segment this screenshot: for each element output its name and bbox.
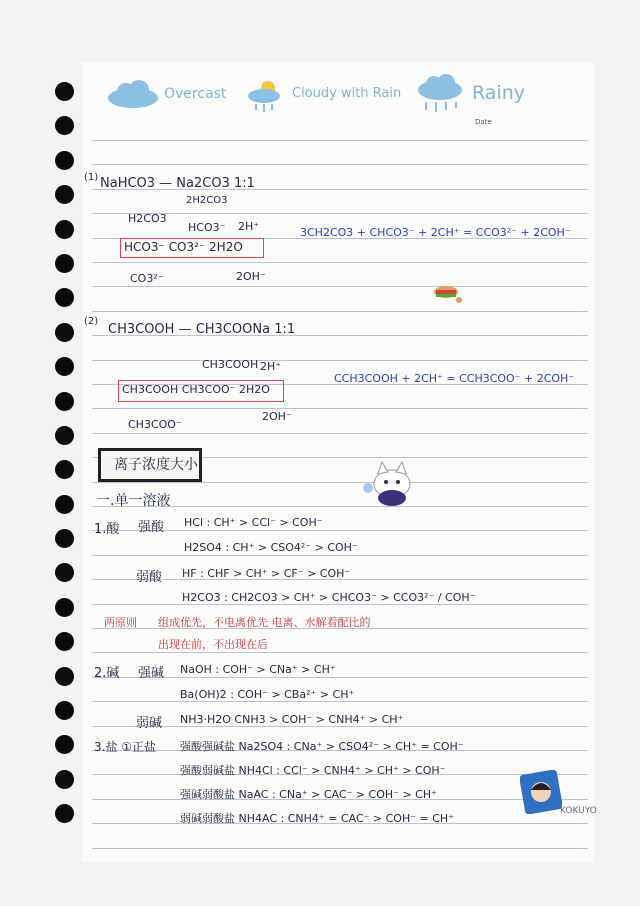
base-label: 2.碱 (94, 666, 120, 681)
ruled-line (92, 555, 588, 556)
rule-text: 组成优先，不电离优先 电离、水解看配比的 (158, 616, 371, 629)
formula-label: 2H2CO3 (186, 195, 228, 206)
strong-acid-label: 强酸 (138, 520, 165, 535)
formula-label: 2OH⁻ (262, 410, 292, 423)
date-label: Date (475, 118, 492, 126)
rainy-label: Rainy (472, 82, 525, 104)
formula-label: CH3COO⁻ (128, 418, 182, 431)
ruled-line (92, 677, 588, 678)
subheading: 一.单一溶液 (96, 493, 171, 509)
binder-hole (55, 392, 74, 411)
weather-header (100, 68, 590, 124)
ruled-line (92, 701, 588, 702)
cat-sticker-icon (360, 458, 416, 510)
formula-line: H2CO3 : CH2CO3 > CH⁺ > CHCO3⁻ > CCO3²⁻ / COH⁻ (182, 591, 476, 604)
binder-hole (55, 529, 74, 548)
rule-text: 出现在前，不出现在后 (158, 638, 268, 651)
ruled-line (92, 604, 588, 605)
overcast-label: Overcast (164, 86, 227, 102)
binder-hole (55, 82, 74, 101)
ruled-line (92, 286, 588, 287)
weak-acid-label: 弱酸 (136, 570, 163, 585)
binder-hole (55, 288, 74, 307)
binder-hole (55, 323, 74, 342)
section-heading: 离子浓度大小 (114, 457, 198, 473)
binder-hole (55, 735, 74, 754)
formula-line: 弱碱弱酸盐 NH4AC : CNH4⁺ = CAC⁻ > COH⁻ = CH⁺ (180, 812, 454, 825)
ruled-line (92, 652, 588, 653)
rule-label: 两原则 (104, 616, 137, 629)
binder-hole (55, 460, 74, 479)
ruled-line (92, 311, 588, 312)
formula-line: 强碱弱酸盐 NaAC : CNa⁺ > CAC⁻ > COH⁻ > CH⁺ (180, 788, 437, 801)
avatar-sticker-icon (520, 770, 562, 814)
section-number: (1) (84, 172, 99, 183)
binder-hole (55, 220, 74, 239)
acid-label: 1.酸 (94, 522, 120, 537)
section-title: NaHCO3 — Na2CO3 1:1 (100, 176, 255, 191)
ruled-line (92, 482, 588, 483)
section-number: (2) (84, 316, 99, 327)
binder-hole (55, 254, 74, 273)
formula-label: 2H⁺ (238, 220, 260, 233)
binder-hole (55, 598, 74, 617)
equation: CCH3COOH + 2CH⁺ = CCH3COO⁻ + 2COH⁻ (334, 372, 575, 385)
ruled-line (92, 262, 588, 263)
rain-cloud-icon (416, 74, 464, 116)
hotdog-sticker-icon (432, 282, 466, 306)
binder-hole (55, 770, 74, 789)
formula-row: HCO3⁻ CO3²⁻ 2H2O (124, 240, 243, 254)
ruled-line (92, 726, 588, 727)
ruled-line (92, 360, 588, 361)
ruled-line (92, 433, 588, 434)
formula-line: HF : CHF > CH⁺ > CF⁻ > COH⁻ (182, 567, 351, 580)
formula-line: H2SO4 : CH⁺ > CSO4²⁻ > COH⁻ (184, 541, 358, 554)
formula-label: 2H⁺ (260, 360, 282, 373)
ruled-line (92, 140, 588, 141)
formula-label: CO3²⁻ (130, 272, 164, 285)
formula-line: NH3·H2O CNH3 > COH⁻ > CNH4⁺ > CH⁺ (180, 713, 404, 726)
formula-line: HCl : CH⁺ > CCl⁻ > COH⁻ (184, 516, 323, 529)
formula-label: 2OH⁻ (236, 270, 266, 283)
section-title: CH3COOH — CH3COONa 1:1 (108, 322, 296, 337)
binder-hole (55, 426, 74, 445)
binder-hole (55, 804, 74, 823)
binder-hole (55, 495, 74, 514)
cloudy-label: Cloudy with Rain (292, 86, 402, 101)
formula-line: 强酸强碱盐 Na2SO4 : CNa⁺ > CSO4²⁻ > CH⁺ = COH⁻ (180, 740, 464, 753)
formula-line: Ba(OH)2 : COH⁻ > CBa²⁺ > CH⁺ (180, 688, 355, 701)
sun-cloud-rain-icon (246, 76, 286, 116)
equation: 3CH2CO3 + CHCO3⁻ + 2CH⁺ = CCO3²⁻ + 2COH⁻ (300, 226, 571, 239)
formula-label: H2CO3 (128, 212, 167, 225)
weak-base-label: 弱碱 (136, 716, 163, 731)
binder-hole (55, 632, 74, 651)
cloud-icon (106, 80, 160, 110)
strong-base-label: 强碱 (138, 666, 165, 681)
binder-hole (55, 151, 74, 170)
brand-label: KOKUYO (560, 806, 597, 816)
salt-label: 3.盐 ①正盐 (94, 740, 157, 754)
binder-hole (55, 185, 74, 204)
formula-row: CH3COOH CH3COO⁻ 2H2O (122, 383, 270, 396)
binder-hole (55, 667, 74, 686)
binder-holes (55, 82, 77, 839)
ruled-line (92, 164, 588, 165)
formula-label: CH3COOH (202, 358, 259, 371)
binder-hole (55, 701, 74, 720)
binder-hole (55, 563, 74, 582)
formula-label: HCO3⁻ (188, 221, 226, 234)
ruled-line (92, 408, 588, 409)
binder-hole (55, 357, 74, 376)
binder-hole (55, 116, 74, 135)
formula-line: NaOH : COH⁻ > CNa⁺ > CH⁺ (180, 663, 336, 676)
formula-line: 强酸弱碱盐 NH4Cl : CCl⁻ > CNH4⁺ > CH⁺ > COH⁻ (180, 764, 446, 777)
ruled-line (92, 848, 588, 849)
ruled-line (92, 530, 588, 531)
